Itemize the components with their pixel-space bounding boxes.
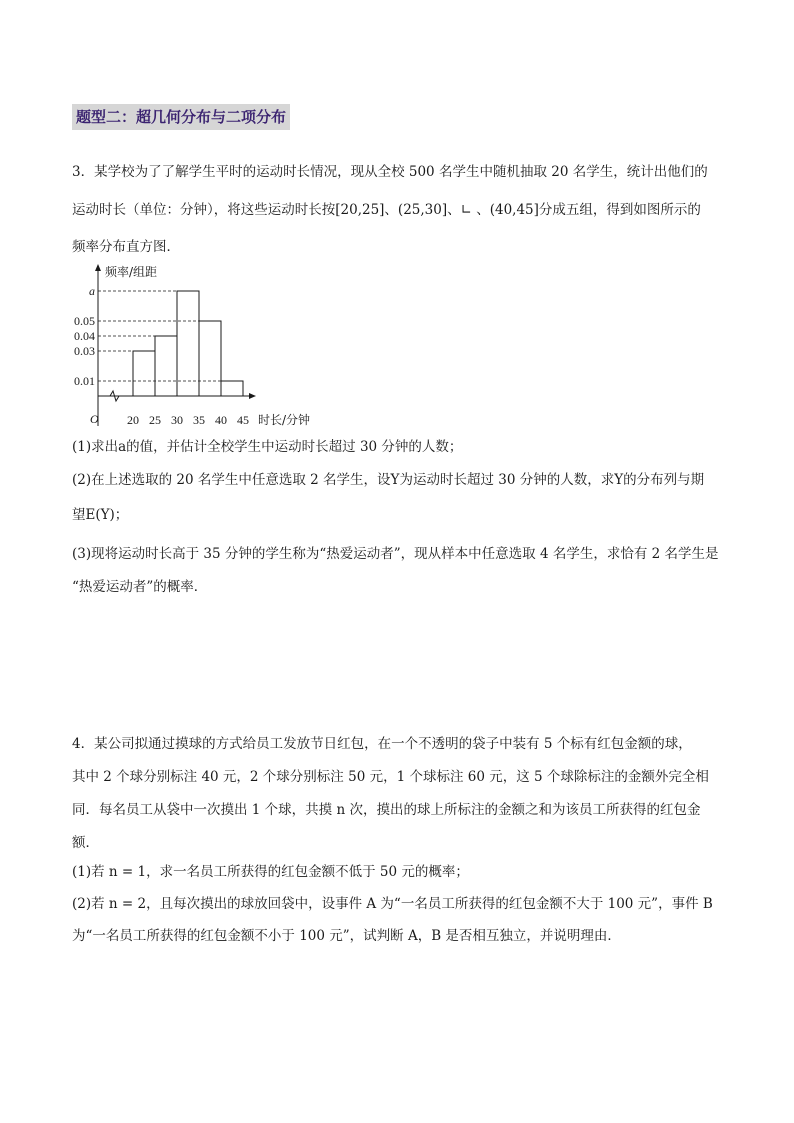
origin-label: O xyxy=(90,412,99,426)
q3-part-2-line-1: (2)在上述选取的 20 名学生中任意选取 2 名学生，设Y为运动时长超过 30 分钟的人数，求Y的分布列与期 xyxy=(72,472,705,488)
q4-stem-line-1: 4．某公司拟通过摸球的方式给员工发放节日红包，在一个不透明的袋子中装有 5 个标有红包金额的球， xyxy=(72,736,692,752)
q3-stem-line-2: 运动时长（单位：分钟），将这些运动时长按[20,25]、(25,30]、∟ 、(40,45]分成五组，得到如图所示的 xyxy=(72,202,701,218)
q3-part-2-line-2: 望E(Y)； xyxy=(72,507,129,523)
q3-part-3-line-2: “热爱运动者”的概率． xyxy=(72,579,208,595)
y-tick-label: 0.05 xyxy=(74,314,95,328)
x-axis-arrow-icon xyxy=(249,393,256,399)
x-tick-label: 40 xyxy=(215,413,227,427)
histogram-bar xyxy=(155,336,177,396)
q4-stem-line-3: 同．每名员工从袋中一次摸出 1 个球，共摸 n 次，摸出的球上所标注的金额之和为该员工所获得的红包金 xyxy=(72,802,701,818)
y-tick-label: a xyxy=(89,284,95,298)
frequency-histogram xyxy=(68,262,328,432)
y-axis-label: 频率/组距 xyxy=(105,265,158,279)
x-tick-label: 20 xyxy=(127,413,139,427)
histogram-bar xyxy=(221,381,243,396)
x-tick-label: 25 xyxy=(149,413,161,427)
histogram-bar xyxy=(199,321,221,396)
q4-part-1: (1)若 n = 1，求一名员工所获得的红包金额不低于 50 元的概率； xyxy=(72,864,469,880)
x-tick-label: 35 xyxy=(193,413,205,427)
x-axis-label: 时长/分钟 xyxy=(258,413,311,427)
y-axis-arrow-icon xyxy=(95,264,101,271)
histogram-bar xyxy=(177,291,199,396)
q4-part-2-line-1: (2)若 n = 2，且每次摸出的球放回袋中，设事件 A 为“一名员工所获得的红包金额不大于 100 元”，事件 B xyxy=(72,896,713,912)
y-tick-label: 0.01 xyxy=(74,374,95,388)
q3-part-1: (1)求出a的值，并估计全校学生中运动时长超过 30 分钟的人数； xyxy=(72,439,463,455)
y-tick-label: 0.03 xyxy=(74,344,95,358)
q3-stem-line-3: 频率分布直方图． xyxy=(72,239,180,255)
x-tick-label: 45 xyxy=(237,413,249,427)
x-tick-label: 30 xyxy=(171,413,183,427)
q4-stem-line-2: 其中 2 个球分别标注 40 元，2 个球分别标注 50 元，1 个球标注 60 元，这 5 个球除标注的金额外完全相 xyxy=(72,769,709,785)
y-tick-label: 0.04 xyxy=(74,329,95,343)
section-heading: 题型二：超几何分布与二项分布 xyxy=(72,104,290,130)
histogram-bar xyxy=(133,351,155,396)
q4-part-2-line-2: 为“一名员工所获得的红包金额不小于 100 元”，试判断 A，B 是否相互独立，并说明理由． xyxy=(72,928,621,944)
q3-stem-line-1: 3．某学校为了了解学生平时的运动时长情况，现从全校 500 名学生中随机抽取 20 名学生，统计出他们的 xyxy=(72,164,708,180)
q3-part-3-line-1: (3)现将运动时长高于 35 分钟的学生称为“热爱运动者”，现从样本中任意选取 4 名学生，求恰有 2 名学生是 xyxy=(72,546,719,562)
q4-stem-line-4: 额． xyxy=(72,835,99,851)
